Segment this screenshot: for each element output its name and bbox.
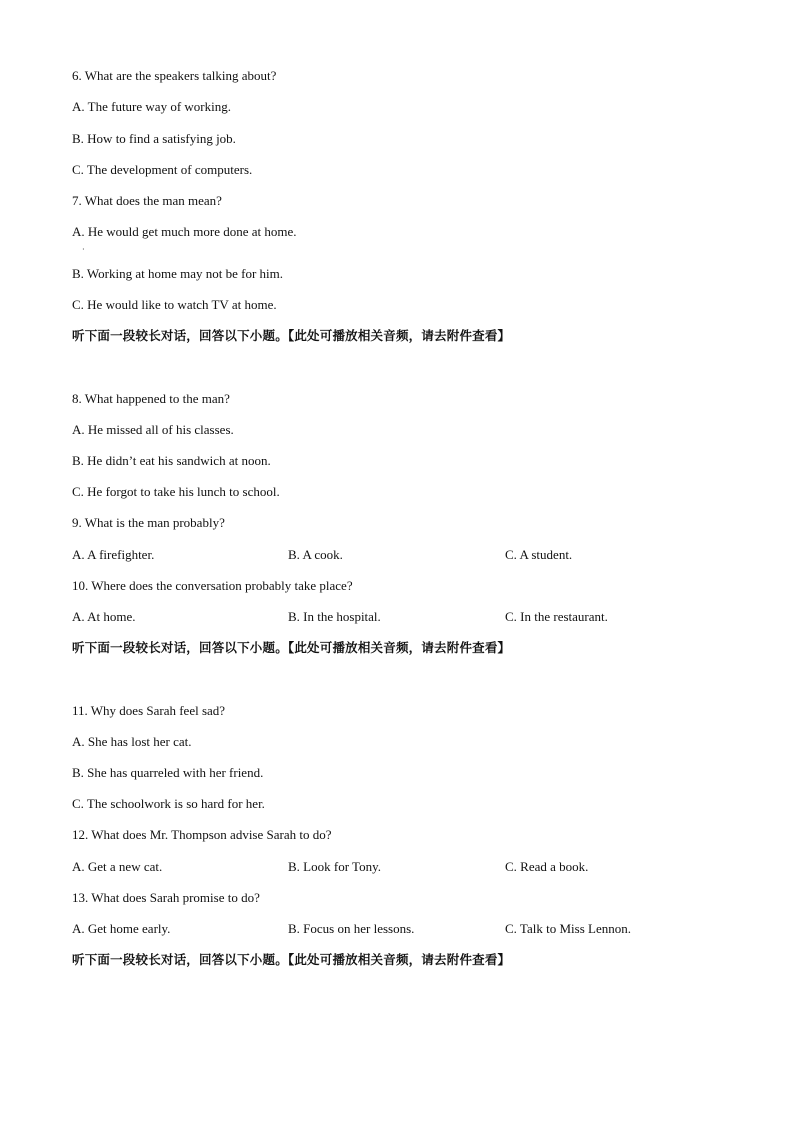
question-9-option-c: C. A student. [505, 547, 573, 562]
question-9-option-a: A. A firefighter. [72, 547, 155, 562]
stray-dot-mark: · [82, 245, 85, 254]
question-8-option-b: B. He didn’t eat his sandwich at noon. [72, 453, 271, 468]
question-10-option-b: B. In the hospital. [288, 609, 381, 624]
section-prompt-3: 听下面一段较长对话，回答以下小题。【此处可播放相关音频，请去附件查看】 [72, 952, 511, 967]
question-11-option-a: A. She has lost her cat. [72, 734, 192, 749]
question-7-stem: 7. What does the man mean? [72, 193, 222, 208]
question-13-stem: 13. What does Sarah promise to do? [72, 890, 260, 905]
question-6-option-b: B. How to find a satisfying job. [72, 131, 236, 146]
question-10-option-c: C. In the restaurant. [505, 609, 608, 624]
question-12-option-c: C. Read a book. [505, 859, 589, 874]
question-11-stem: 11. Why does Sarah feel sad? [72, 703, 226, 718]
question-12-option-a: A. Get a new cat. [72, 859, 163, 874]
question-7-option-a: A. He would get much more done at home. [72, 224, 297, 239]
question-8-option-c: C. He forgot to take his lunch to school. [72, 484, 280, 499]
question-10-option-a: A. At home. [72, 609, 136, 624]
question-11-option-b: B. She has quarreled with her friend. [72, 765, 264, 780]
question-7-option-c: C. He would like to watch TV at home. [72, 297, 277, 312]
question-11-option-c: C. The schoolwork is so hard for her. [72, 796, 265, 811]
question-9-stem: 9. What is the man probably? [72, 515, 225, 530]
question-12-stem: 12. What does Mr. Thompson advise Sarah to do? [72, 827, 332, 842]
question-13-option-c: C. Talk to Miss Lennon. [505, 921, 631, 936]
question-7-option-b: B. Working at home may not be for him. [72, 266, 284, 281]
question-13-option-a: A. Get home early. [72, 921, 171, 936]
question-6-option-c: C. The development of computers. [72, 162, 253, 177]
question-13-option-b: B. Focus on her lessons. [288, 921, 415, 936]
question-10-stem: 10. Where does the conversation probably take place? [72, 578, 353, 593]
question-8-stem: 8. What happened to the man? [72, 391, 230, 406]
section-prompt-1: 听下面一段较长对话，回答以下小题。【此处可播放相关音频，请去附件查看】 [72, 328, 511, 343]
section-prompt-2: 听下面一段较长对话，回答以下小题。【此处可播放相关音频，请去附件查看】 [72, 640, 511, 655]
question-12-option-b: B. Look for Tony. [288, 859, 381, 874]
question-8-option-a: A. He missed all of his classes. [72, 422, 234, 437]
question-6-option-a: A. The future way of working. [72, 99, 231, 114]
question-6-stem: 6. What are the speakers talking about? [72, 68, 277, 83]
question-9-option-b: B. A cook. [288, 547, 343, 562]
